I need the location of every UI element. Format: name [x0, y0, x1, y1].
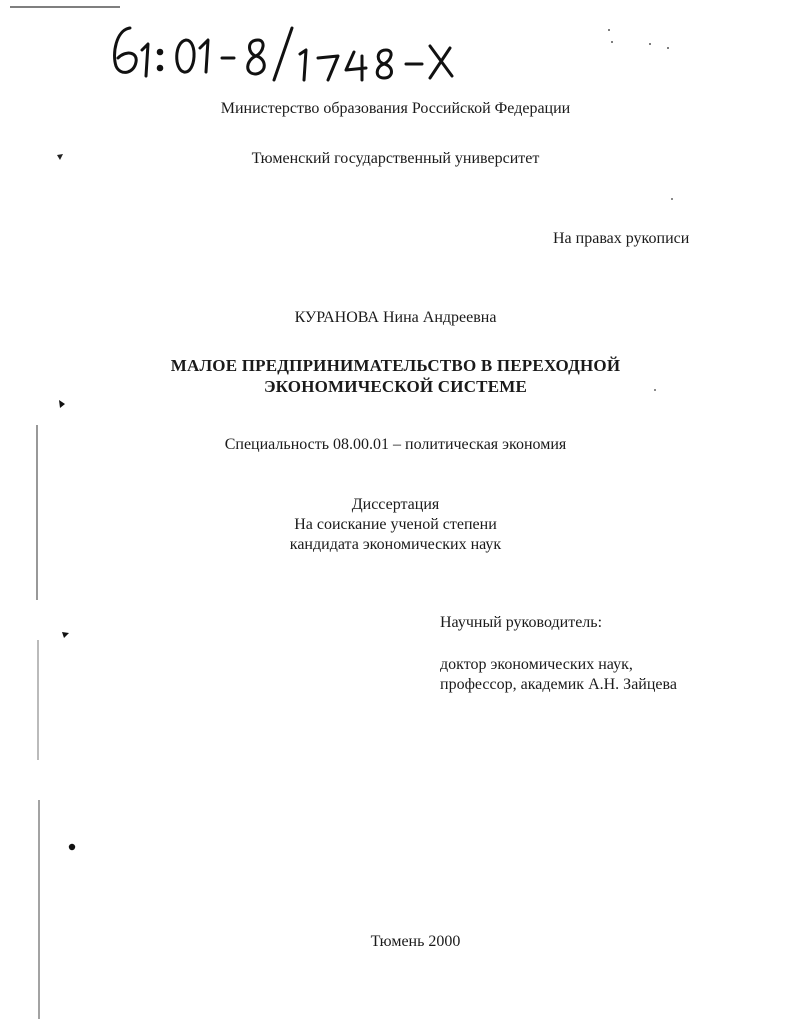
degree-line: На соискание ученой степени	[294, 516, 497, 533]
author-name: КУРАНОВА Нина Андреевна	[294, 309, 497, 326]
degree-candidate-line: кандидата экономических наук	[289, 536, 502, 553]
ministry-line: Министерство образования Российской Федерации	[220, 100, 571, 117]
title-line-2: ЭКОНОМИЧЕСКОЙ СИСТЕМЕ	[263, 377, 528, 396]
supervisor-label: Научный руководитель:	[440, 614, 603, 631]
university-line: Тюменский государственный университет	[251, 150, 540, 167]
supervisor-name: профессор, академик А.Н. Зайцева	[440, 676, 677, 693]
city-year: Тюмень 2000	[370, 933, 461, 950]
dissertation-label: Диссертация	[351, 496, 440, 513]
title-line-1: МАЛОЕ ПРЕДПРИНИМАТЕЛЬСТВО В ПЕРЕХОДНОЙ	[170, 356, 621, 375]
handwritten-archive-code	[104, 10, 474, 84]
specialty-line: Специальность 08.00.01 – политическая экономия	[224, 436, 567, 453]
rights-note: На правах рукописи	[553, 230, 690, 247]
supervisor-degree: доктор экономических наук,	[440, 656, 633, 673]
